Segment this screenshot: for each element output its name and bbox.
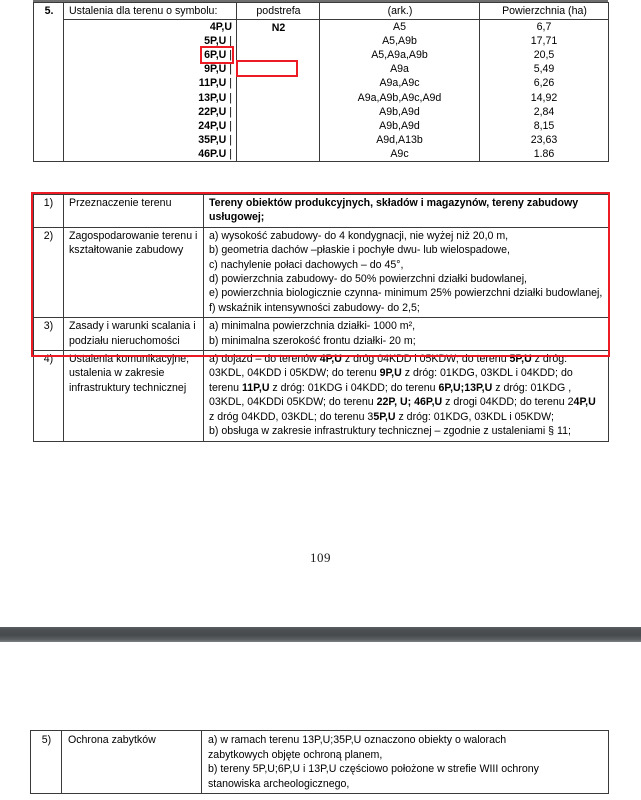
row-number: 5. bbox=[44, 5, 54, 17]
provision-4-text-a: a) dojazd – do terenów 4P,U z dróg 04KDD i 05KDW; do terenu 5P,U z dróg: 03KDL, 04KDD i 05KDW; do terenu 9P,U z dróg: 01KDG, 03KDL i 04KDD; do terenu 11P,U z dróg: 01KDG i 04KDD; do terenu 6P,U;13P,U z dróg: 01KDG , 03KDL, 04KDDi 05KDW; do terenu 22P, U; 46P,U z drogi 04KDD; do terenu 24P,U z dróg 04KDD, 03KDL; do terenu 35P,U z dróg: 01KDG, 03KDL i 05KDW; bbox=[209, 353, 596, 423]
powierzchnia-header-cell bbox=[480, 3, 609, 20]
symbol-separator-bar: | bbox=[226, 63, 232, 76]
document-page-2 bbox=[0, 642, 641, 800]
podstrefa-value: N2 bbox=[271, 22, 286, 35]
table-row-provision-5 bbox=[31, 731, 609, 794]
symbol-entry bbox=[64, 34, 236, 48]
table-row-provision-2 bbox=[34, 227, 609, 317]
terrain-symbols-table bbox=[33, 2, 609, 162]
powierzchnia-header-label: Powierzchnia (ha) bbox=[502, 5, 587, 17]
table-row-provision-3 bbox=[34, 318, 609, 351]
symbol-header-cell bbox=[64, 3, 237, 20]
ark-value: A5 bbox=[393, 21, 406, 34]
terrain-symbol-ref: 5P,U bbox=[373, 410, 396, 423]
row-number-cell bbox=[34, 3, 64, 162]
table-row-header bbox=[34, 3, 609, 20]
symbol-value: 46P.U bbox=[198, 147, 227, 160]
symbol-separator-bar: | bbox=[226, 119, 232, 132]
page-separator-band bbox=[0, 627, 641, 642]
symbol-header-label: Ustalenia dla terenu o symbolu: bbox=[69, 5, 218, 17]
ark-value: A9d,A13b bbox=[376, 133, 423, 146]
terrain-symbol-ref: 11P,U bbox=[241, 381, 270, 394]
symbol-entry bbox=[64, 76, 236, 90]
ark-value: A9a,A9b,A9c,A9d bbox=[357, 91, 442, 104]
terrain-symbol-ref: 4P,U bbox=[573, 396, 596, 409]
symbol-entry bbox=[64, 91, 236, 105]
powierzchnia-value: 23,63 bbox=[530, 133, 558, 146]
podstrefa-header-label: podstrefa bbox=[256, 5, 301, 17]
symbol-separator-bar: | bbox=[226, 49, 232, 62]
provision-2-line: a) wysokość zabudowy- do 4 kondygnacji, nie wyżej niż 20,0 m, bbox=[209, 229, 509, 242]
provision-4-number: 4) bbox=[34, 351, 64, 441]
provision-2-text bbox=[204, 227, 609, 317]
ark-value: A5,A9b bbox=[382, 35, 417, 48]
powierzchnia-value: 17,71 bbox=[530, 35, 558, 48]
powierzchnia-value: 5,49 bbox=[533, 63, 555, 76]
page-number: 109 bbox=[310, 550, 331, 565]
symbol-list-cell bbox=[64, 20, 237, 162]
symbol-list bbox=[64, 20, 236, 161]
podstrefa-header-cell bbox=[237, 3, 320, 20]
symbol-value: 24P,U bbox=[198, 119, 227, 132]
ark-header-cell bbox=[320, 3, 480, 20]
symbol-separator-bar: | bbox=[226, 133, 232, 146]
symbol-entry bbox=[64, 147, 236, 161]
symbol-value: 22P,U bbox=[198, 105, 227, 118]
powierzchnia-value: 6,7 bbox=[536, 21, 552, 34]
provision-3-line: b) minimalna szerokość frontu działki- 20 m; bbox=[209, 334, 416, 347]
ark-value: A9b,A9d bbox=[379, 119, 420, 132]
provision-4-label: Ustalenia komunikacyjne; ustalenia w zakresie infrastruktury technicznej bbox=[64, 351, 204, 441]
provision-2-label: Zagospodarowanie terenu i kształtowanie zabudowy bbox=[64, 227, 204, 317]
symbol-separator-bar: | bbox=[226, 105, 232, 118]
table-row-provision-1 bbox=[34, 195, 609, 228]
symbol-separator-bar: | bbox=[226, 91, 232, 104]
provision-3-text bbox=[204, 318, 609, 351]
symbol-value: 13P,U bbox=[198, 91, 227, 104]
provision-5-line: b) tereny 5P,U;6P,U i 13P,U częściowo położone w strefie WIII ochrony bbox=[208, 763, 539, 776]
symbol-value: 4P,U bbox=[209, 21, 232, 34]
ark-header-label: (ark.) bbox=[387, 5, 413, 17]
provision-2-line: c) nachylenie połaci dachowych – do 45°, bbox=[209, 258, 404, 271]
provision-2-line: e) powierzchnia biologicznie czynna- minimum 25% powierzchni działki budowlanej, bbox=[209, 287, 603, 300]
provision-3-number: 3) bbox=[34, 318, 64, 351]
provision-1-number: 1) bbox=[34, 195, 64, 228]
powierzchnia-value: 1.86 bbox=[533, 147, 555, 160]
symbol-entry bbox=[64, 48, 236, 62]
symbol-entry bbox=[64, 105, 236, 119]
ark-list bbox=[320, 20, 479, 161]
ark-value: A9a bbox=[390, 63, 409, 76]
provision-1-text: Tereny obiektów produkcyjnych, składów i magazynów, tereny zabudowy usługowej; bbox=[204, 195, 609, 228]
symbol-entry bbox=[64, 62, 236, 76]
ark-value: A5,A9a,A9b bbox=[371, 49, 428, 62]
symbol-value: 9P,U bbox=[204, 63, 227, 76]
provision-5-line: zabytkowych objęte ochroną planem, bbox=[208, 748, 383, 761]
provision-2-line: b) geometria dachów –płaskie i pochyłe dwu- lub wielospadowe, bbox=[209, 244, 510, 257]
symbol-separator-bar: | bbox=[226, 35, 232, 48]
provision-3-label: Zasady i warunki scalania i podziału nieruchomości bbox=[64, 318, 204, 351]
powierzchnia-list bbox=[480, 20, 608, 161]
podstrefa-value-cell bbox=[237, 20, 320, 162]
terrain-symbol-ref: 6P,U;13P,U bbox=[438, 381, 493, 394]
symbol-entry bbox=[64, 133, 236, 147]
table-row-provision-4 bbox=[34, 351, 609, 441]
powierzchnia-value: 6,26 bbox=[533, 77, 555, 90]
ark-value: A9c bbox=[390, 147, 409, 160]
ark-value: A9b,A9d bbox=[379, 105, 420, 118]
powierzchnia-value: 2,84 bbox=[533, 105, 555, 118]
powierzchnia-value: 20,5 bbox=[533, 49, 555, 62]
symbol-separator-bar: | bbox=[226, 147, 232, 160]
powierzchnia-value: 8,15 bbox=[533, 119, 555, 132]
symbol-entry bbox=[64, 119, 236, 133]
provision-5-number: 5) bbox=[31, 731, 62, 794]
terrain-symbol-ref: 4P,U bbox=[319, 353, 342, 366]
symbol-entry bbox=[64, 20, 236, 34]
powierzchnia-value: 14,92 bbox=[530, 91, 558, 104]
ark-value: A9a,A9c bbox=[379, 77, 420, 90]
provision-1-label: Przeznaczenie terenu bbox=[64, 195, 204, 228]
ark-list-cell bbox=[320, 20, 480, 162]
terrain-symbol-ref: 9P,U bbox=[379, 367, 402, 380]
provision-5-line: stanowiska archeologicznego, bbox=[208, 777, 350, 790]
symbol-value: 35P,U bbox=[198, 133, 227, 146]
powierzchnia-list-cell bbox=[480, 20, 609, 162]
symbol-value: 5P,U bbox=[204, 35, 227, 48]
terrain-symbol-ref: 5P,U bbox=[509, 353, 532, 366]
provision-3-line: a) minimalna powierzchnia działki- 1000 m², bbox=[209, 320, 416, 333]
symbol-separator-bar: | bbox=[226, 77, 232, 90]
table-row-data-block bbox=[34, 20, 609, 162]
terrain-provisions-table bbox=[33, 194, 609, 442]
provision-5-label: Ochrona zabytków bbox=[62, 731, 202, 794]
terrain-symbol-ref: 22P, U; 46P,U bbox=[376, 396, 443, 409]
terrain-provisions-table-continued bbox=[30, 730, 609, 794]
symbol-value-highlighted: 6P,U bbox=[202, 48, 232, 62]
provision-4-text-b: b) obsługa w zakresie infrastruktury technicznej – zgodnie z ustaleniami § 11; bbox=[209, 425, 571, 438]
provision-2-line: f) wskaźnik intensywności zabudowy- do 2,5; bbox=[209, 301, 420, 314]
provision-2-number: 2) bbox=[34, 227, 64, 317]
provision-4-text bbox=[204, 351, 609, 441]
provision-5-text bbox=[202, 731, 609, 794]
provision-2-line: d) powierzchnia zabudowy- do 50% powierzchni działki budowlanej, bbox=[209, 273, 527, 286]
symbol-value: 11P,U bbox=[198, 77, 227, 90]
provision-5-line: a) w ramach terenu 13P,U;35P,U oznaczono obiekty o walorach bbox=[208, 734, 507, 746]
